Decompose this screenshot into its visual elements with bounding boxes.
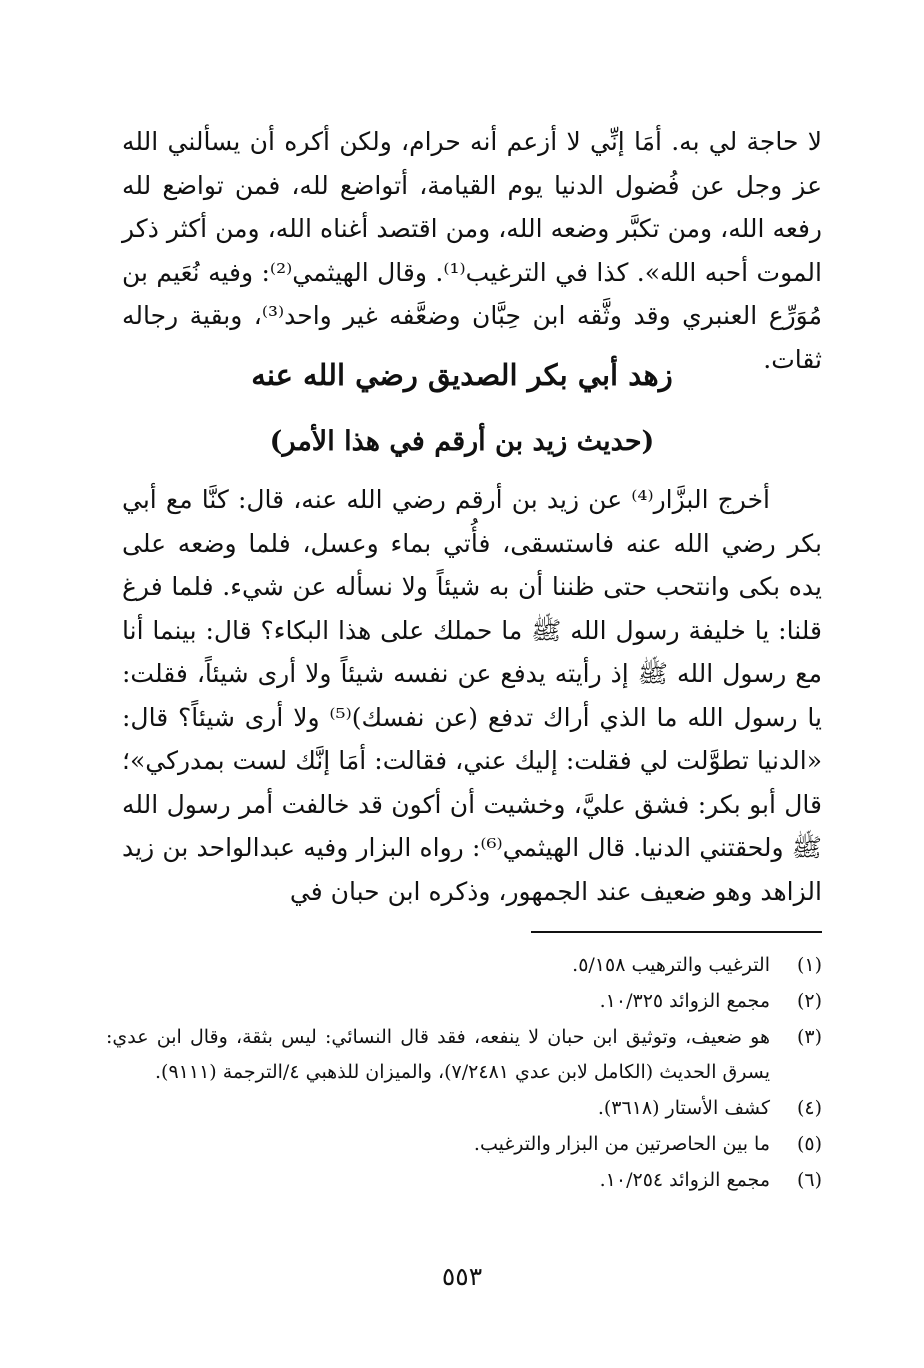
footnote-number: (٣) bbox=[796, 1026, 822, 1048]
footnote-text: مجمع الزوائد ١٠/٣٢٥. bbox=[599, 990, 770, 1012]
paragraph-hadith-text: أخرج البزَّار⁽⁴⁾ عن زيد بن أرقم رضي الله عنه، قال: كنَّا مع أبي بكر رضي الله عنه فاستسقى، فأُتي بماء وعسل، فلما وضعه على يده بكى وانتحب حتى ظننا أن به شيئاً ولا نسأله عن شيء. فلما فرغ قلنا: يا خليفة رسول الله ﷺ ما حملك على هذا البكاء؟ قال: بينما أنا مع رسول الله ﷺ إذ رأيته يدفع عن نفسه شيئاً ولا أرى شيئاً، فقلت: يا رسول الله ما الذي أراك تدفع (عن نفسك)⁽⁵⁾ ولا أرى شيئاً؟ قال: «الدنيا تطوَّلت لي فقلت: إليك عني، فقالت: أمَا إنَّك لست بمدركي»؛ قال أبو بكر: فشق عليَّ، وخشيت أن أكون قد خالفت أمر رسول الله ﷺ ولحقتني الدنيا. قال الهيثمي⁽⁶⁾: رواه البزار وفيه عبدالواحد بن زيد الزاهد وهو ضعيف عند الجمهور، وذكره ابن حبان في bbox=[122, 485, 823, 906]
footnote-item bbox=[106, 984, 822, 1019]
footnote-number: (٢) bbox=[796, 990, 822, 1012]
footnote-item bbox=[106, 948, 822, 983]
footnote-text: هو ضعيف، وتوثيق ابن حبان لا ينفعه، فقد قال النسائي: ليس بثقة، وقال ابن عدي: يسرق الحديث (الكامل لابن عدي ٧/٢٤٨١)، والميزان للذهبي ٤/الترجمة (٩١١١). bbox=[106, 1026, 770, 1083]
footnote-item bbox=[106, 1091, 822, 1126]
footnote-divider bbox=[531, 931, 822, 933]
footnotes bbox=[106, 948, 822, 1199]
section-heading: زهد أبي بكر الصديق رضي الله عنه bbox=[251, 358, 673, 392]
footnote-number: (٦) bbox=[796, 1169, 822, 1191]
footnote-text: كشف الأستار (٣٦١٨). bbox=[597, 1097, 770, 1119]
footnote-number: (٥) bbox=[796, 1133, 822, 1155]
page-number: ٥٥٣ bbox=[441, 1262, 483, 1291]
paragraph-continuation: لا حاجة لي به. أمَا إنِّي لا أزعم أنه حرام، ولكن أكره أن يسألني الله عز وجل عن فُضول الدنيا يوم القيامة، أتواضع لله، فمن تواضع لله رفعه الله، ومن تكبَّر وضعه الله، ومن اقتصد أغناه الله، ومن أكثر ذكر الموت أحبه الله». كذا في الترغيب⁽¹⁾. وقال الهيثمي⁽²⁾: وفيه نُعَيم بن مُوَرِّع العنبري وقد وثَّقه ابن حِبَّان وضعَّفه غير واحد⁽³⁾، وبقية رجاله ثقات. bbox=[122, 127, 822, 374]
footnote-text: الترغيب والترهيب ٥/١٥٨. bbox=[572, 954, 770, 976]
footnote-item bbox=[106, 1020, 822, 1090]
paragraph-hadith bbox=[122, 478, 822, 913]
footnote-text: ما بين الحاصرتين من البزار والترغيب. bbox=[473, 1133, 770, 1155]
footnote-number: (٤) bbox=[796, 1097, 822, 1119]
footnote-text: مجمع الزوائد ١٠/٢٥٤. bbox=[599, 1169, 770, 1191]
footnote-item bbox=[106, 1163, 822, 1198]
footnote-item bbox=[106, 1127, 822, 1162]
footnote-number: (١) bbox=[796, 954, 822, 976]
section-subheading: (حديث زيد بن أرقم في هذا الأمر) bbox=[269, 426, 655, 457]
